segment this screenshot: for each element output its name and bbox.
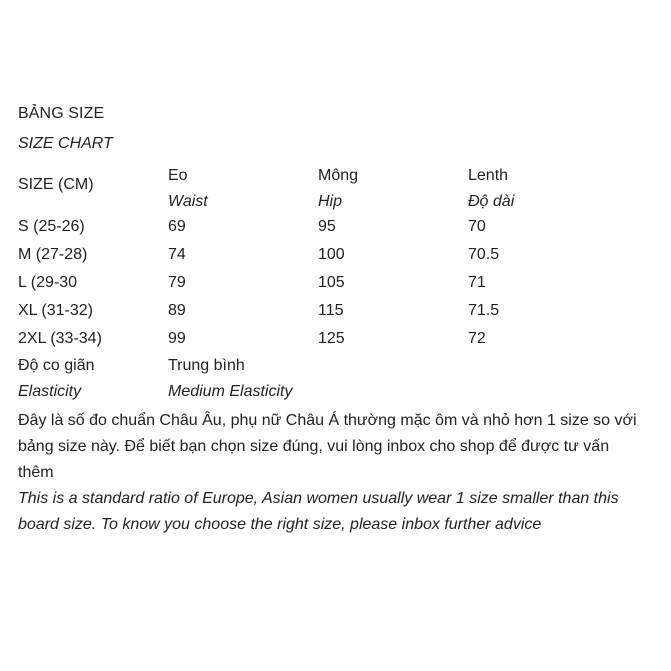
hip-cell: 115 xyxy=(318,302,344,319)
elasticity-value-vi: Trung bình xyxy=(168,357,245,374)
hip-cell: 105 xyxy=(318,274,345,291)
page-subtitle: SIZE CHART xyxy=(18,135,113,152)
length-cell: 72 xyxy=(468,330,486,347)
size-cell: M (27-28) xyxy=(18,246,88,263)
table-row xyxy=(18,269,638,297)
elasticity-value xyxy=(168,353,292,405)
table-row xyxy=(18,241,638,269)
table-header-row xyxy=(18,163,638,213)
length-cell: 70 xyxy=(468,218,486,235)
waist-cell: 74 xyxy=(168,246,186,263)
hip-cell: 100 xyxy=(318,246,345,263)
size-cell: L (29-30 xyxy=(18,274,77,291)
length-header-vi: Lenth xyxy=(468,167,509,184)
elasticity-label-vi: Độ co giãn xyxy=(18,357,95,374)
waist-cell: 89 xyxy=(168,302,186,319)
table-row xyxy=(18,297,638,325)
note-vietnamese: Đây là số đo chuẩn Châu Âu, phụ nữ Châu Á thường mặc ôm và nhỏ hơn 1 size so với bảng size này. Để biết bạn chọn size đúng, vui lòng inbox cho shop để được tư vấn thêm xyxy=(18,412,637,481)
size-column-header: SIZE (CM) xyxy=(18,176,94,193)
size-table xyxy=(18,163,638,405)
length-cell: 71 xyxy=(468,274,486,291)
length-column-header xyxy=(468,163,514,215)
waist-header-en: Waist xyxy=(168,193,208,210)
waist-cell: 79 xyxy=(168,274,186,291)
waist-cell: 69 xyxy=(168,218,186,235)
waist-cell: 99 xyxy=(168,330,186,347)
hip-header-vi: Mông xyxy=(318,167,359,184)
hip-cell: 95 xyxy=(318,218,336,235)
waist-header-vi: Eo xyxy=(168,167,188,184)
table-row xyxy=(18,325,638,353)
elasticity-row xyxy=(18,353,638,405)
elasticity-label-en: Elasticity xyxy=(18,383,82,400)
length-cell: 70.5 xyxy=(468,246,500,263)
size-cell: S (25-26) xyxy=(18,218,85,235)
hip-header-en: Hip xyxy=(318,193,343,210)
note-english: This is a standard ratio of Europe, Asian women usually wear 1 size smaller than this board size. To know you choose the right size, please inbox further advice xyxy=(18,490,619,533)
waist-column-header xyxy=(168,163,208,215)
length-header-en: Độ dài xyxy=(468,193,515,210)
size-cell: XL (31-32) xyxy=(18,302,93,319)
hip-column-header xyxy=(318,163,358,215)
table-row xyxy=(18,213,638,241)
length-cell: 71.5 xyxy=(468,302,500,319)
page-title: BẢNG SIZE xyxy=(18,105,105,122)
elasticity-label xyxy=(18,353,95,405)
elasticity-value-en: Medium Elasticity xyxy=(168,383,293,400)
size-cell: 2XL (33-34) xyxy=(18,330,102,347)
hip-cell: 125 xyxy=(318,330,345,347)
